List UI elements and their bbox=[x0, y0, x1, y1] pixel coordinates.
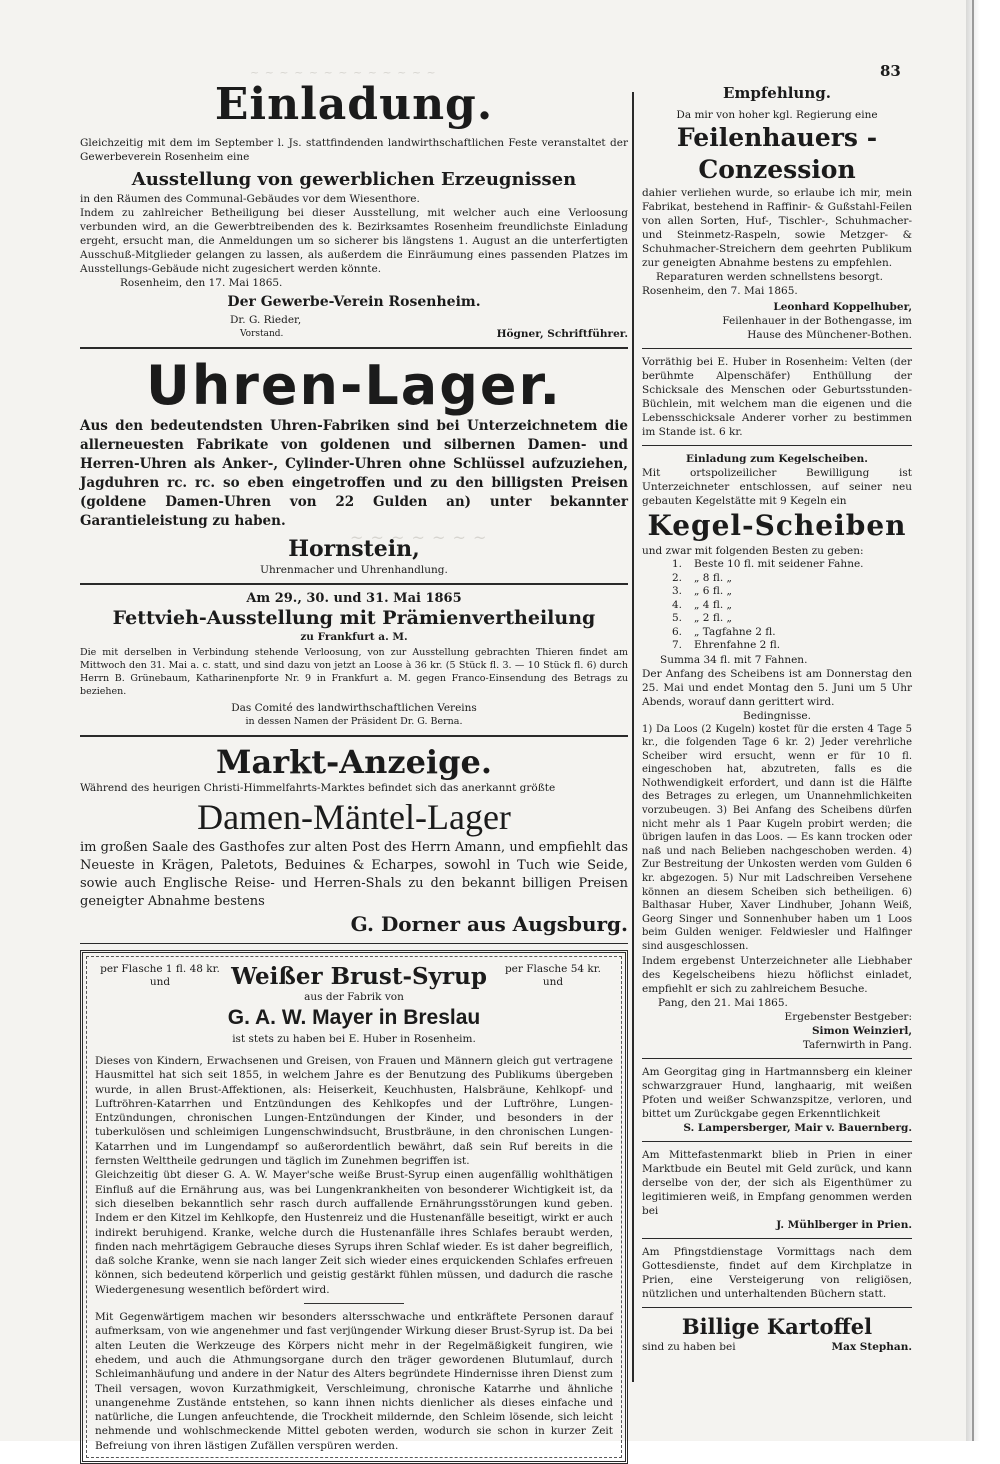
kegel-date: Pang, den 21. Mai 1865. bbox=[658, 996, 788, 1009]
koppelhuber-addr1: Feilenhauer in der Bothengasse, im bbox=[722, 315, 912, 327]
divider bbox=[642, 1307, 912, 1308]
uhren-title: Uhren-Lager. bbox=[146, 354, 562, 417]
kegel-intro: Mit ortspolizeilicher Bewilligung ist Unterzeichneter entschlossen, auf seiner neu gebauten Kegelstätte mit 9 Kegeln ein bbox=[642, 467, 912, 507]
prize-row: 3. „ 6 fl. „ bbox=[672, 585, 732, 597]
kegel-giver-role: Tafernwirth in Pang. bbox=[802, 1038, 912, 1051]
kegel-conditions-head: Bedingnisse. bbox=[743, 709, 811, 722]
syrup-paragraph-1: Dieses von Kindern, Erwachsenen und Greisen, von Frauen und Männern gleich gut vertragene Hausmittel hat sich seit 1855, in welchem Jahre es der Benutzung des Publikums übergeben wurde, in allen Brust-Affektionen, als: Heiserkeit, Keuchhusten, Halsbräune, Kehlkopf- und Luftröhren-Katarrhen und Entzündungen des Kehlkopfes und der Luftröhre, Lungen-Entzündungen, chronischen Lungen-Entzündungen der Kinder, und besonders in der tuberkulösen und schleimigen Lungenschwindsucht, Brustbräune, in den chronischen Lungen-Katarrhen und im Lungendampf so außerordentlich bewährt, daß sein Ruf bereits in die fernsten Welttheile gedrungen und täglich im Zunehmen begriffen ist. bbox=[95, 1055, 613, 1168]
einladung-location: in den Räumen des Communal-Gebäudes vor dem Wiesenthore. bbox=[80, 193, 420, 205]
prize-row: 2. „ 8 fl. „ bbox=[672, 571, 732, 584]
divider bbox=[80, 735, 628, 737]
mayer-breslau: G. A. W. Mayer in Breslau bbox=[227, 1006, 481, 1029]
price-left-and: und bbox=[149, 976, 171, 988]
prize-row: 6. „ Tagfahne 2 fl. bbox=[672, 625, 776, 638]
velten-text: Vorräthig bei E. Huber in Rosenheim: Velten (der berühmte Alpenschäfer) Enthüllung der Schicksale des Menschen oder Geburtsstunden-Büchlein, mit welchem man die eigenen und die Lebensschicksale Anderer vorher zu bestimmen im Stande ist. 6 kr. bbox=[642, 356, 912, 438]
ausstellung-heading: Ausstellung von gewerblichen Erzeugnissen bbox=[131, 169, 577, 190]
kegel-giver: Simon Weinzierl, bbox=[811, 1024, 912, 1037]
velten-ad bbox=[642, 355, 912, 439]
divider bbox=[642, 445, 912, 446]
hornstein-role: Uhrenmacher und Uhrenhandlung. bbox=[260, 564, 448, 576]
einladung-ad bbox=[80, 80, 628, 341]
beutel-signature: J. Mühlberger in Prien. bbox=[776, 1218, 912, 1231]
price-left: per Flasche 1 fl. 48 kr. bbox=[100, 963, 220, 975]
gewerbe-verein-signature: Der Gewerbe-Verein Rosenheim. bbox=[227, 294, 481, 310]
kegel-prizes-intro: und zwar mit folgenden Besten zu geben: bbox=[642, 545, 864, 557]
fettvieh-place: zu Frankfurt a. M. bbox=[300, 631, 408, 643]
uhren-body: Aus den bedeutendsten Uhren-Fabriken sind bei Unterzeichnetem die allerneuesten Fabrikate von goldenen und silbernen Damen- und Herren-Uhren als Anker-, Cylinder-Uhren ohne Schlüssel aufzuziehen, Jagduhren rc. rc. so eben eingetroffen und zu den billigsten Preisen (goldene Damen-Uhren von 22 Gulden an) unter bekannter Garantieleistung zu haben. bbox=[80, 418, 628, 529]
page-number: 83 bbox=[880, 62, 901, 80]
syrup-paragraph-3: Mit Gegenwärtigem machen wir besonders altersschwache und entkräftete Personen darauf aufmerksam, von wie angenehmer und fast verjüngender Wirkung dieser Brust-Syrup ist. Da bei alten Leuten die Werkzeuge des Körpers nicht mehr in der Regelmäßigkeit fungiren, wie ehedem, und auch die Athmungsorgane durch den träger gewordenen Blutumlauf, durch Schleimanhäufung und andere in der Natur des Alters begründete Hindernisse ihren Dienst zum Theil versagen, wovon Kurzathmigkeit, Verschleimung, chronische Katarrhe und ähnliche unangenehme Zustände entstehen, so kann ihnen nichts dienlicher als dieses einfache und natürliche, die Lungen anfeuchtende, die Trockheit mildernde, den Schleim lösende, sich leicht nehmende und wohlschmeckende Mittel geboten werden, wodurch sie schon in kurzer Zeit Befreiung von ihren lästigen Zufällen verspüren werden. bbox=[95, 1311, 613, 1452]
beutel-ad bbox=[642, 1148, 912, 1232]
left-column bbox=[80, 80, 628, 1464]
kegel-prize-list bbox=[666, 558, 870, 653]
price-right-and: und bbox=[542, 976, 564, 988]
prize-row: 1. Beste 10 fl. mit seidener Fahne. bbox=[672, 558, 864, 570]
empfehlung-intro: Da mir von hoher kgl. Regierung eine bbox=[676, 109, 878, 121]
pfingst-text: Am Pfingstdienstage Vormittags nach dem Gottesdienste, findet auf dem Kirchplatze in Prien, eine Versteigerung von religiösen, nützlichen und unterhaltenden Büchern statt. bbox=[642, 1245, 912, 1300]
einladung-intro: Gleichzeitig mit dem im September l. Js. stattfindenden landwirthschaftlichen Feste veranstaltet der Gewerbeverein Rosenheim eine bbox=[80, 137, 628, 163]
divider bbox=[642, 1141, 912, 1142]
fettvieh-title: Fettvieh-Ausstellung mit Prämienvertheilung bbox=[112, 607, 596, 629]
einladung-body: Indem zu zahlreicher Betheiligung bei dieser Ausstellung, mit welcher auch eine Verloosung verbunden wird, an die Gewerbtreibenden des k. Bezirksamtes Rosenheim freundlichste Einladung ergeht, ersucht man, die Anmeldungen um so sicherer bis längstens 1. August an die unterfertigten Ausschuß-Mitglieder gelangen zu lassen, als außerdem die Einräumung eines passenden Platzes im Ausstellungs-Gebäude nicht zugesichert werden könnte. bbox=[80, 207, 628, 275]
beutel-text: Am Mittefastenmarkt blieb in Prien in einer Marktbude ein Beutel mit Geld zurück, und kann derselbe von der, der sich als Eigenthümer zu legitimieren weiß, in Empfang genommen werden bei bbox=[642, 1148, 912, 1217]
prize-row: 7. Ehrenfahne 2 fl. bbox=[672, 639, 781, 651]
hornstein-name: Hornstein, bbox=[288, 536, 420, 562]
prize-row: 4. „ 4 fl. „ bbox=[672, 598, 732, 611]
kartoffel-seller: Max Stephan. bbox=[831, 1340, 912, 1353]
bleed-through-text: ~ ~ ~ ~ ~ ~ ~ ~ ~ ~ ~ ~ ~ bbox=[250, 66, 437, 79]
kartoffel-line: sind zu haben bei bbox=[642, 1340, 736, 1353]
divider bbox=[80, 943, 628, 944]
pfingst-ad bbox=[642, 1245, 912, 1301]
hund-ad bbox=[642, 1065, 912, 1135]
syrup-paragraph-2: Gleichzeitig übt dieser G. A. W. Mayer'sche weiße Brust-Syrup einen augenfällig wohlthätigen Einfluß auf die Ernährung aus, was bei Lungenkrankheiten von besonderer Wichtigkeit ist, da sich dieselben bekanntlich sehr rasch durch auffallende Ernährungsstörungen kund geben. Indem er den Kitzel im Kehlkopfe, den Hustenreiz und die Hustenanfälle beseitigt, wirkt er auch indirekt beruhigend. Kranke, welche durch die Hustenanfälle ihres Schlafes beraubt werden, finden nach mehrtägigem Gebrauche dieses Syrups ihren Schlaf wieder. Es ist daher begreiflich, daß solche Kranke, wenn sie nach langer Zeit sich wieder eines erquickenden Schlafes erfreuen können, sich bedeutend körperlich und geistig gestärkt fühlen müssen, und dadurch die rasche Wiedergenesung wesentlich befördert wird. bbox=[95, 1169, 613, 1296]
kegel-summa: Summa 34 fl. mit 7 Fahnen. bbox=[660, 653, 808, 666]
divider bbox=[80, 583, 628, 585]
divider bbox=[642, 1238, 912, 1239]
kegel-giver-label: Ergebenster Bestgeber: bbox=[784, 1010, 912, 1023]
uhren-ad bbox=[80, 355, 628, 577]
kartoffel-ad bbox=[642, 1314, 912, 1354]
feilenhauer-body: dahier verliehen wurde, so erlaube ich mir, mein Fabrikat, bestehend in Raffinir- & Gußstahl-Feilen von allen Sorten, Huf-, Tischler-, Schuhmacher- und Steinmetz-Raspeln, sowie Metzger- & Schuhmacher-Streichern dem geehrten Publikum zur geneigten Abnahme bestens zu empfehlen. bbox=[642, 187, 912, 269]
dorner-signature: G. Dorner aus Augsburg. bbox=[350, 912, 628, 936]
prize-row: 5. „ 2 fl. „ bbox=[672, 612, 732, 624]
feilenhauer-ad bbox=[642, 84, 912, 342]
fettvieh-committee: Das Comité des landwirthschaftlichen Vereins bbox=[231, 702, 477, 714]
damen-mantel-title: Damen-Mäntel-Lager bbox=[197, 797, 511, 837]
hund-text: Am Georgitag ging in Hartmannsberg ein kleiner schwarzgrauer Hund, langhaarig, mit weißen Pfoten und weißer Schwanzspitze, verloren, und bittet um Zurückgabe gegen Erkenntlichkeit bbox=[642, 1065, 912, 1120]
koppelhuber-name: Leonhard Koppelhuber, bbox=[773, 301, 912, 313]
markt-title: Markt-Anzeige. bbox=[216, 743, 492, 781]
koppelhuber-addr2: Hause des Münchener-Bothen. bbox=[747, 329, 912, 341]
bleed-through-text: ~ ~ ~ ~ ~ ~ ~ bbox=[350, 528, 488, 547]
chair-role: Vorstand. bbox=[240, 329, 284, 339]
feilenhauer-repairs: Reparaturen werden schnellstens besorgt. bbox=[656, 271, 883, 283]
markt-intro: Während des heurigen Christi-Himmelfahrts-Marktes befindet sich das anerkannt größte bbox=[80, 782, 556, 794]
syrup-title: Weißer Brust-Syrup bbox=[231, 963, 487, 990]
fettvieh-ad bbox=[80, 591, 628, 729]
fettvieh-dates: Am 29., 30. und 31. Mai 1865 bbox=[246, 591, 462, 606]
hund-signature: S. Lampersberger, Mair v. Bauernberg. bbox=[683, 1121, 912, 1134]
page-edge-line bbox=[972, 0, 974, 1441]
fettvieh-committee-president: in dessen Namen der Präsident Dr. G. Berna. bbox=[245, 716, 463, 727]
kegel-closing: Indem ergebenst Unterzeichneter alle Liebhaber des Kegelscheibens hiezu höflichst einladet, empfiehlt er sich zu zahlreichem Besuche. bbox=[642, 954, 912, 995]
divider bbox=[642, 1058, 912, 1059]
price-right: per Flasche 54 kr. bbox=[504, 963, 601, 975]
syrup-availability: ist stets zu haben bei E. Huber in Rosenheim. bbox=[232, 1033, 476, 1045]
right-column bbox=[642, 84, 912, 1354]
markt-ad bbox=[80, 743, 628, 937]
kegel-head: Einladung zum Kegelscheiben. bbox=[686, 453, 868, 465]
empfehlung-head: Empfehlung. bbox=[723, 84, 831, 102]
brust-syrup-ad bbox=[80, 950, 628, 1464]
markt-body: im großen Saale des Gasthofes zur alten Post des Herrn Amann, und empfiehlt das Neueste in Krägen, Paletots, Beduines & Echarpes, sowohl in Tuch wie Seide, sowie auch Englische Reise- und Herren-Shals zu den bekannt billigen Preisen geneigter Abnahme bestens bbox=[80, 840, 628, 909]
divider bbox=[304, 1303, 404, 1304]
feilenhauer-date: Rosenheim, den 7. Mai 1865. bbox=[642, 285, 798, 297]
einladung-date: Rosenheim, den 17. Mai 1865. bbox=[120, 277, 283, 289]
divider bbox=[642, 348, 912, 349]
fettvieh-body: Die mit derselben in Verbindung stehende Verloosung, von zur Ausstellung gebrachten Thieren findet am Mittwoch den 31. Mai a. c. statt, und sind dazu von jetzt an Loose à 36 kr. (5 Stück fl. 3. — 10 Stück fl. 6) durch Herrn B. Grünebaum, Katharinenpforte Nr. 9 in Frankfurt a. M. gegen Franco-Einsendung des Betrags zu beziehen. bbox=[80, 647, 628, 697]
syrup-from: aus der Fabrik von bbox=[304, 991, 404, 1003]
feilenhauer-title: Feilenhauers - Conzession bbox=[676, 123, 878, 184]
chair-name: Dr. G. Rieder, bbox=[230, 314, 302, 326]
kegel-begin: Der Anfang des Scheibens ist am Donnerstag den 25. Mai und endet Montag den 5. Juni um 5 Uhr Abends, worauf dann gerittert wird. bbox=[642, 667, 912, 708]
column-divider bbox=[632, 92, 634, 1382]
secretary: Högner, Schriftführer. bbox=[496, 328, 628, 340]
kegel-title: Kegel-Scheiben bbox=[647, 509, 907, 542]
kartoffel-title: Billige Kartoffel bbox=[681, 1313, 873, 1339]
einladung-title: Einladung. bbox=[214, 79, 494, 130]
divider bbox=[80, 347, 628, 349]
kegel-conditions: 1) Da Loos (2 Kugeln) kostet für die ersten 4 Tage 5 kr., die folgenden Tage 6 kr. 2) Jeder verehrliche Scheiber wird ersucht, wenn er für 10 fl. eingeschoben hat, abzutreten, falls es die Nothwendigkeit erfordert, und dann ist die Hälfte des Betrages zu erlegen, um Unannehmlichkeiten vorzubeugen. 3) Bei Anfang des Scheibens dürfen nicht mehr als 1 Paar Kugeln probirt werden; die übrigen laufen in das Loos. — Es kann trocken oder naß und nach Belieben nachgeschoben werden. 4) Zur Bestreitung der Unkosten werden vom Gulden 6 kr. abgezogen. 5) Nur mit Ladschreiben Versehene können an diesem Scheiben sich betheiligen. 6) Balthasar Huber, Xaver Lindhuber, Johann Weiß, Georg Singer und Sonnenhuber haben um 1 Loos beim Gulden weniger. Feldwiesler und Halfinger sind ausgeschlossen. bbox=[642, 723, 912, 952]
kegel-ad bbox=[642, 452, 912, 1052]
